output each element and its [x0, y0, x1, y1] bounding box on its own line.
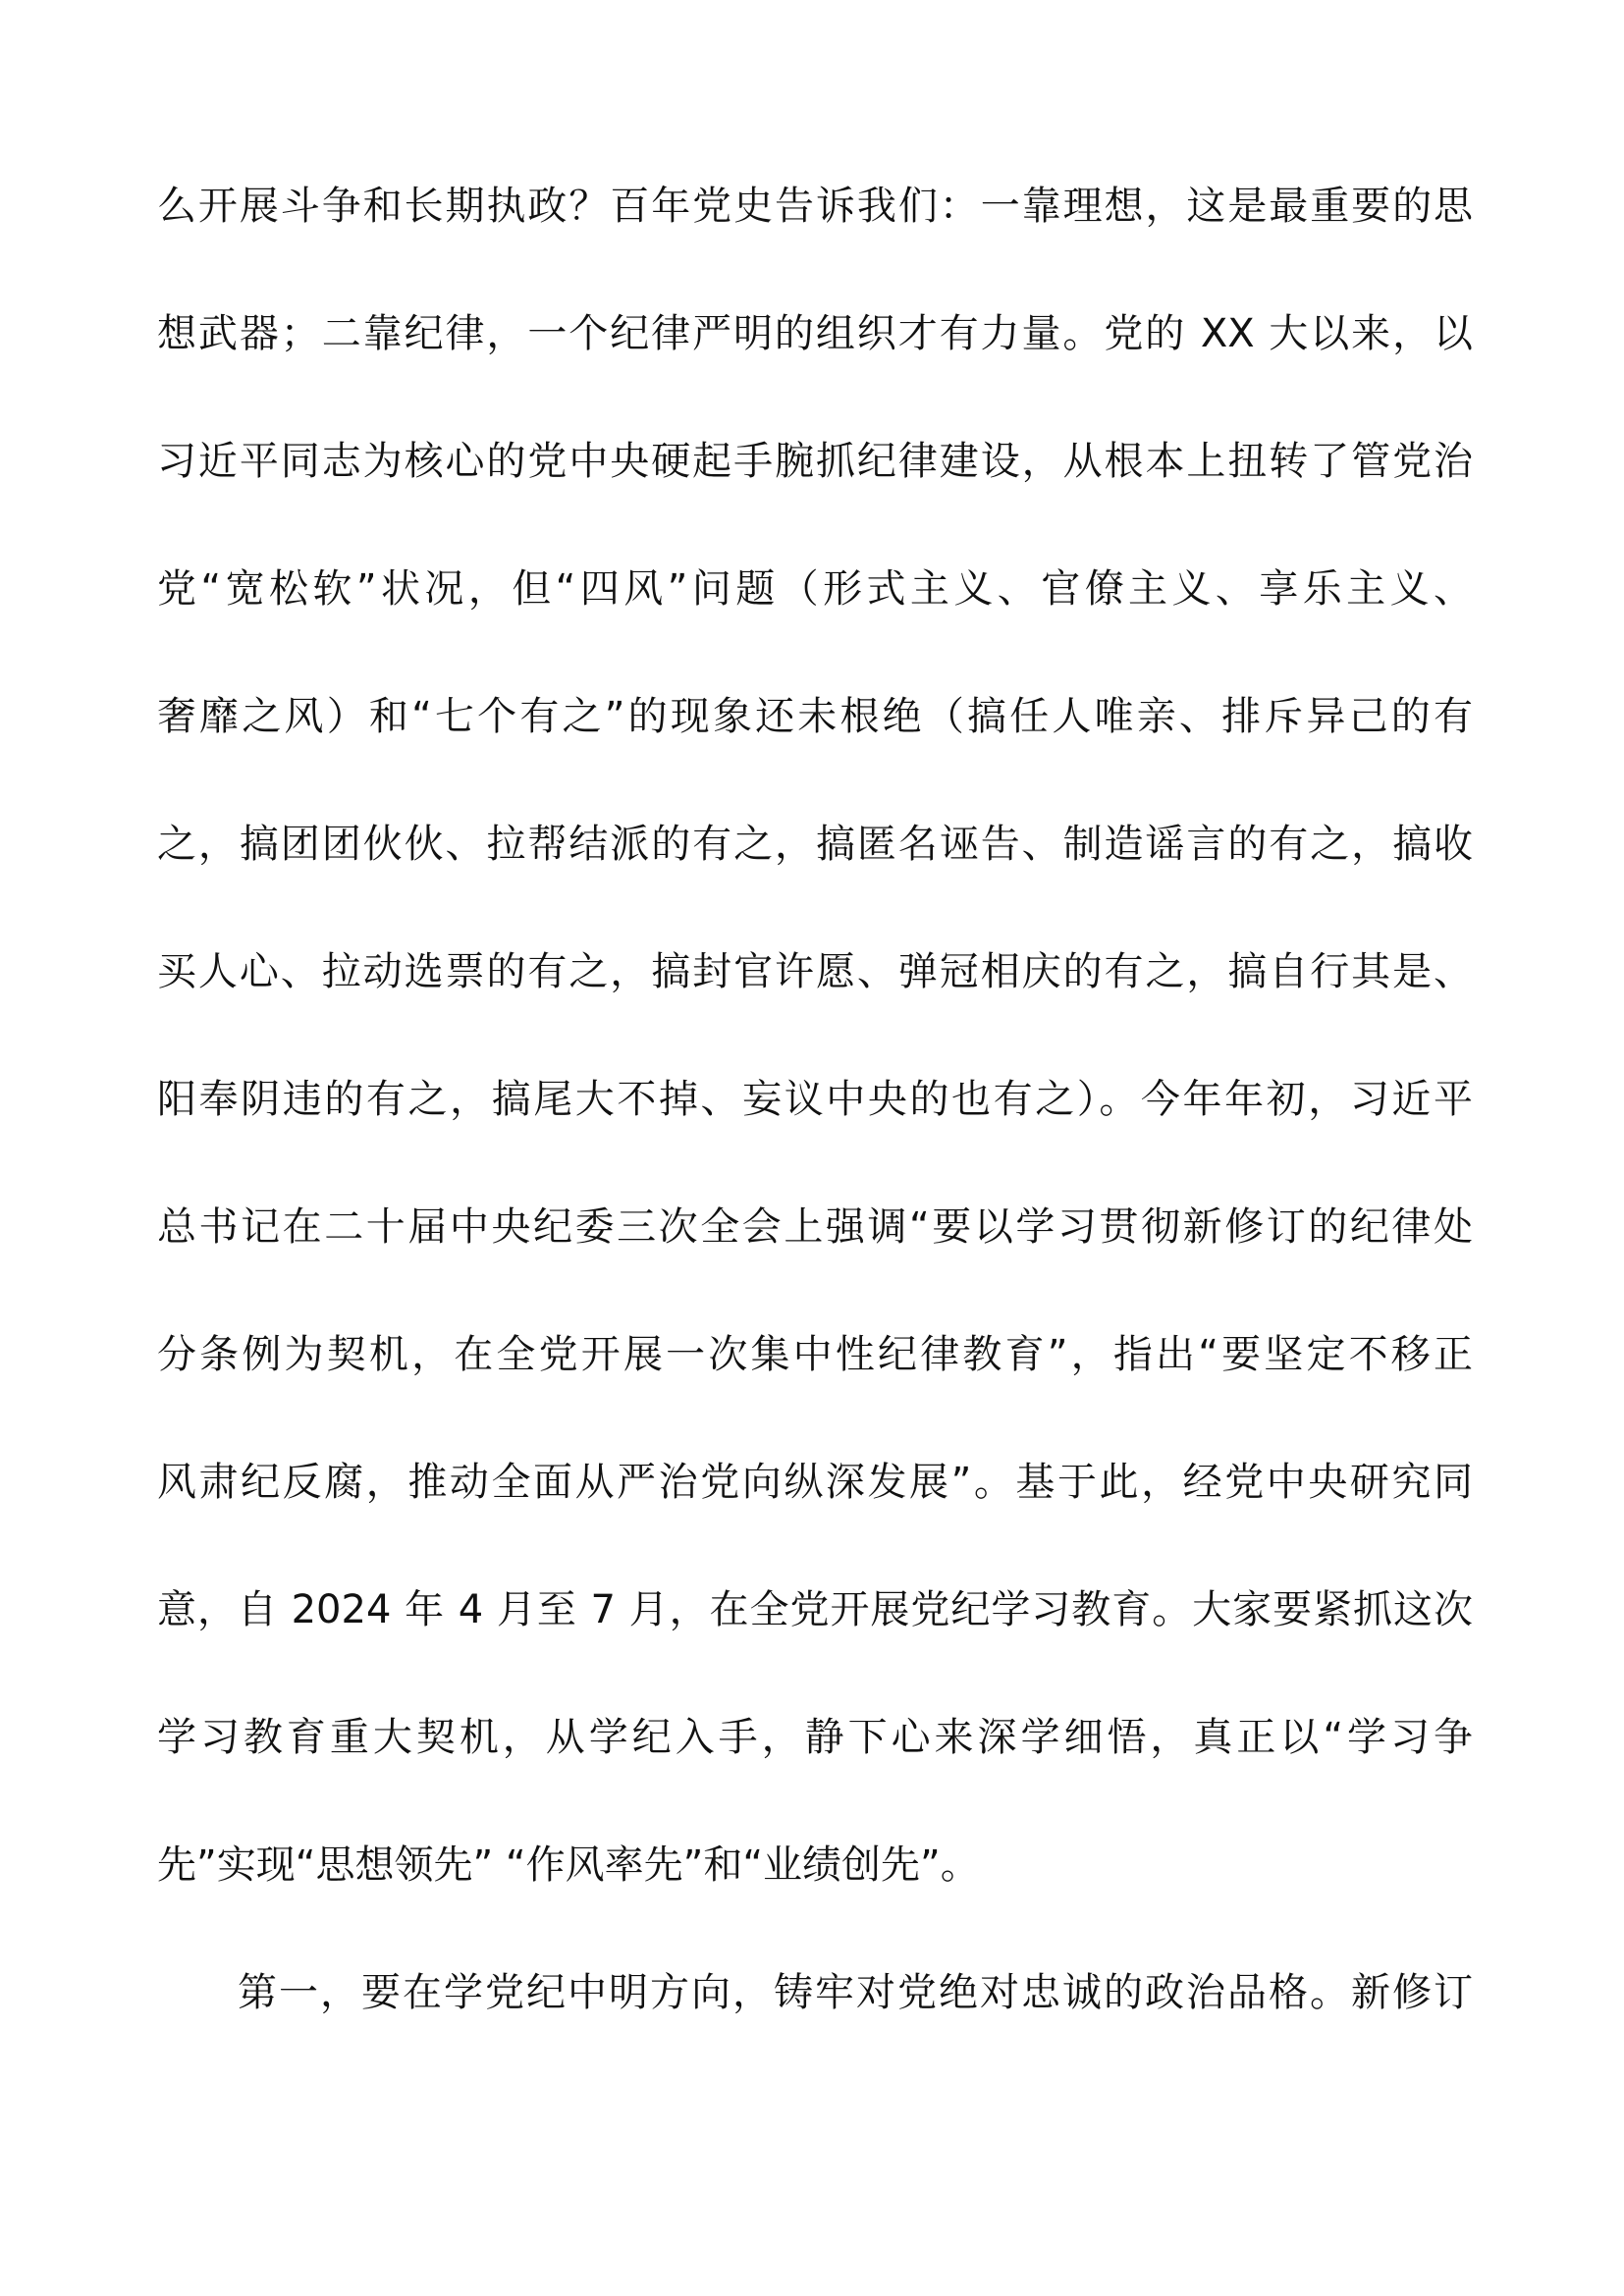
document-body: [157, 177, 1473, 2091]
paragraph-line: 之，搞团团伙伙、拉帮结派的有之，搞匿名诬告、制造谣言的有之，搞收: [157, 822, 1473, 867]
paragraph-line: 先”实现“思想领先” “作风率先”和“业绩创先”。: [157, 1842, 980, 1888]
paragraph-line: 买人心、拉动选票的有之，搞封官许愿、弹冠相庆的有之，搞自行其是、: [157, 949, 1473, 994]
paragraph-line: 奢靡之风）和“七个有之”的现象还未根绝（搞任人唯亲、排斥异己的有: [157, 694, 1473, 739]
paragraph-line: 第一，要在学党纪中明方向，铸牢对党绝对忠诚的政治品格。新修订: [238, 1970, 1473, 2015]
paragraph-line: 分条例为契机，在全党开展一次集中性纪律教育”，指出“要坚定不移正: [157, 1332, 1473, 1377]
paragraph-line: 阳奉阴违的有之，搞尾大不掉、妄议中央的也有之）。今年年初，习近平: [157, 1077, 1473, 1122]
paragraph-line: 总书记在二十届中央纪委三次全会上强调“要以学习贯彻新修订的纪律处: [157, 1204, 1473, 1250]
paragraph-line: 么开展斗争和长期执政？百年党史告诉我们：一靠理想，这是最重要的思: [157, 184, 1473, 229]
paragraph-line: 学习教育重大契机，从学纪入手，静下心来深学细悟，真正以“学习争: [157, 1715, 1473, 1760]
paragraph-line: 风肃纪反腐，推动全面从严治党向纵深发展”。基于此，经党中央研究同: [157, 1460, 1473, 1505]
paragraph-line: 习近平同志为核心的党中央硬起手腕抓纪律建设，从根本上扭转了管党治: [157, 439, 1473, 484]
paragraph-line: 意，自 2024 年 4 月至 7 月，在全党开展党纪学习教育。大家要紧抓这次: [157, 1587, 1473, 1632]
paragraph-line: 想武器；二靠纪律，一个纪律严明的组织才有力量。党的 XX 大以来，以: [157, 311, 1473, 356]
paragraph-line: 党“宽松软”状况，但“四风”问题（形式主义、官僚主义、享乐主义、: [157, 566, 1473, 612]
